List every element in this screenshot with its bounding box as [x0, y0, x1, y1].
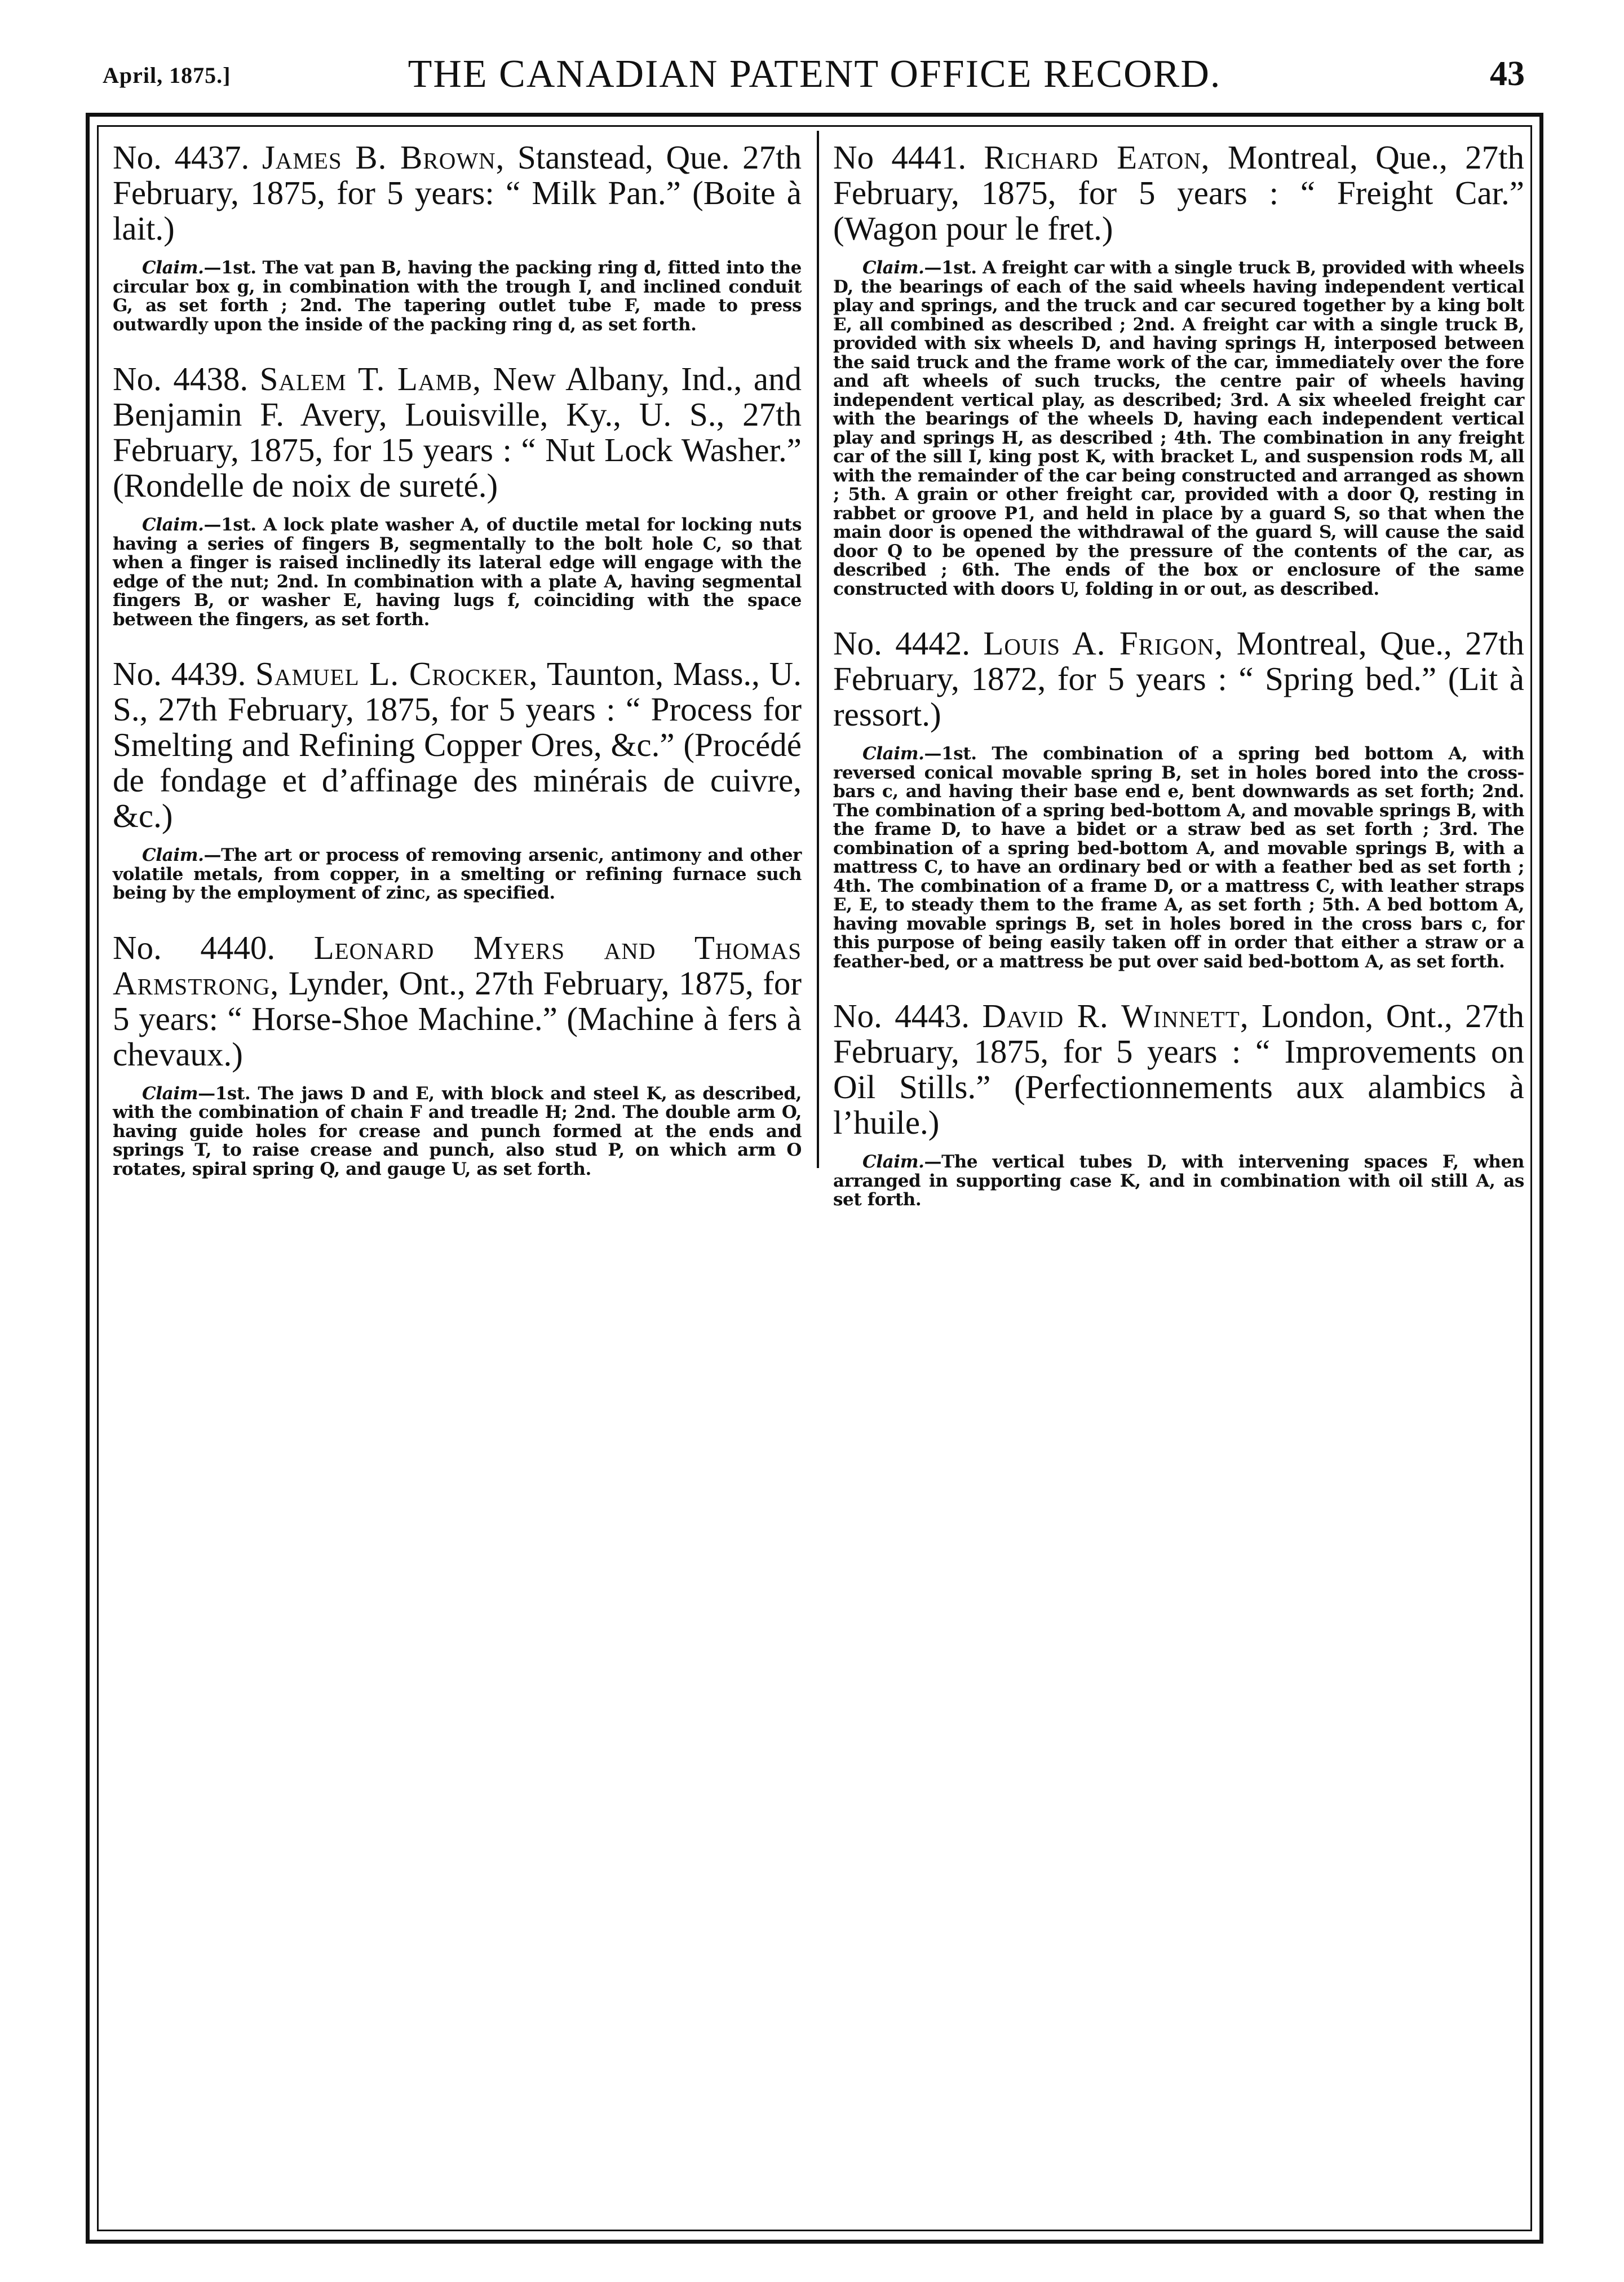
claim-text: —1st. The jaws D and E, with block and steel K, as described, with the combination of chain F and treadle H; 2nd. The double arm O, having guide holes for crease and punch formed at the ends and springs T, to raise crease and punch, also stud P, on which arm O rotates, spiral spring Q, and gauge U, as set forth.	[113, 1083, 802, 1179]
inventor-name: James B. Brown,	[262, 139, 505, 176]
patent-details: Taunton, Mass., U. S., 27th February, 1875, for 5 years : “ Process for Smelting and Refining Copper Ores, &c.” (Procédé de fondage et d’affinage des minérais de cuivre, &c.)	[113, 655, 802, 834]
claim-text: —1st. A freight car with a single truck B, provided with wheels D, the bearings of each of the said wheels having independent vertical play and springs, and the truck and car secured together by a king bolt E, all combined as described ; 2nd. A freight car with a single truck B, provided with six wheels D, and having springs H, interposed between the said truck and the frame work of the car, immediately over the fore and aft wheels of such trucks, the centre pair of wheels having independent vertical play, as described; 3rd. A six wheeled freight car with the bearings of the wheels D, having each independent vertical play and springs H, as described ; 4th. The combination in any freight car of the sill I, king post K, with bracket L, and suspension rods M, all with the remainder of the car being constructed and arranged as shown ; 5th. A grain or other freight car, provided with a door Q, resting in rabbet or groove P1, and held in place by a guard S, so that when the main door is opened the withdrawal of the guard S, will cause the said door Q to be opened by the pressure of the contents of the car, as described ; 6th. The ends of the box or enclosure of the same constructed with doors U, folding in or out, as described.	[833, 258, 1524, 599]
claim-label: Claim.	[142, 515, 204, 535]
patent-heading	[113, 656, 802, 834]
inventor-name: Samuel L. Crocker,	[255, 655, 538, 692]
patent-heading	[833, 626, 1524, 732]
claim-label: Claim.	[862, 744, 924, 764]
patent-details: Montreal, Que., 27th February, 1872, for 5 years : “ Spring bed.” (Lit à ressort.)	[833, 625, 1525, 733]
patent-heading	[113, 930, 802, 1072]
page-number: 43	[1490, 55, 1525, 93]
patent-number: No. 4439.	[113, 655, 246, 692]
patent-details: New Albany, Ind., and Benjamin F. Avery, Louisville, Ky., U. S., 27th February, 1875, for 15 years : “ Nut Lock Washer.” (Rondelle de noix de sureté.)	[113, 360, 802, 504]
patent-heading	[113, 140, 802, 246]
patent-details: London, Ont., 27th February, 1875, for 5 years : “ Improvements on Oil Stills.” (Perfectionnements aux alambics à l’huile.)	[833, 997, 1525, 1141]
patent-heading	[833, 998, 1524, 1140]
claim-text: —1st. The combination of a spring bed bottom A, with reversed conical movable spring B, set in holes bored into the cross-bars c, and having their base end e, bent downwards as set forth; 2nd. The combination of a spring bed-bottom A, and movable springs B, with the frame D, to have a bidet or a straw bed as set forth ; 3rd. The combination of a spring bed-bottom A, and movable springs B, with a mattress C, to have an ordinary bed or with a feather bed as set forth ; 4th. The combination of a frame D, or a mattress C, with leather straps E, E, to steady them to the frame A, as set forth ; 5th. A bed bottom A, having movable springs B, set in holes bored in the cross bars c, for this purpose of being easily taken off in order that either a straw or a feather-bed, or a mattress be put over said bed-bottom A, as set forth.	[833, 744, 1524, 972]
patent-number: No 4441.	[833, 139, 967, 176]
patent-number: No. 4443.	[833, 997, 970, 1034]
claim-label: Claim	[142, 1083, 198, 1104]
claim-text: —The art or process of removing arsenic, antimony and other volatile metals, from copper, in a smelting or refining furnace such being by the employment of zinc, as specified.	[113, 845, 802, 903]
patent-number: No. 4440.	[113, 928, 276, 966]
patent-details: Lynder, Ont., 27th February, 1875, for 5 years: “ Horse-Shoe Machine.” (Machine à fers à chevaux.)	[113, 964, 802, 1073]
inventor-name: Leonard Myers and Thomas Armstrong,	[113, 928, 802, 1002]
patent-entry-4440	[113, 930, 802, 1179]
claim-label: Claim.	[142, 845, 204, 865]
patent-heading	[833, 140, 1524, 246]
patent-claim	[113, 846, 802, 903]
issue-date: April, 1875.]	[103, 63, 231, 88]
running-head	[85, 52, 1545, 103]
patent-entry-4439	[113, 656, 802, 903]
patent-claim	[833, 745, 1524, 971]
claim-label: Claim.	[862, 258, 924, 278]
patent-entry-4441	[833, 140, 1524, 599]
patent-number: No. 4437.	[113, 139, 250, 176]
patent-details: Stanstead, Que. 27th February, 1875, for 5 years: “ Milk Pan.” (Boite à lait.)	[113, 139, 802, 247]
patent-claim	[833, 1153, 1524, 1210]
patent-number: No. 4442.	[833, 625, 970, 662]
patent-number: No. 4438.	[113, 360, 249, 397]
claim-text: —The vertical tubes D, with intervening spaces F, when arranged in supporting case K, and in combination with oil still A, as set forth.	[833, 1152, 1524, 1210]
publication-title: THE CANADIAN PATENT OFFICE RECORD.	[408, 52, 1222, 96]
patent-entry-4442	[833, 626, 1524, 971]
column-divider	[817, 131, 819, 1168]
left-column	[113, 140, 802, 1206]
patent-claim	[113, 1085, 802, 1179]
patent-entry-4438	[113, 361, 802, 629]
patent-claim	[113, 516, 802, 629]
inventor-name: Richard Eaton,	[984, 139, 1210, 176]
inventor-name: David R. Winnett,	[982, 997, 1249, 1034]
patent-claim	[833, 259, 1524, 599]
claim-label: Claim.	[142, 258, 204, 278]
patent-entry-4443	[833, 998, 1524, 1210]
claim-text: —1st. A lock plate washer A, of ductile metal for locking nuts having a series of fingers B, segmentally to the bolt hole C, so that when a finger is raised inclinedly its lateral edge will engage with the edge of the nut; 2nd. In combination with a plate A, having segmental fingers B, or washer E, having lugs f, coinciding with the space between the fingers, as set forth.	[113, 515, 802, 630]
right-column	[833, 140, 1524, 1237]
patent-entry-4437	[113, 140, 802, 334]
claim-label: Claim.	[862, 1152, 924, 1172]
patent-details: Montreal, Que., 27th February, 1875, for 5 years : “ Freight Car.” (Wagon pour le fret.)	[833, 139, 1525, 247]
claim-text: —1st. The vat pan B, having the packing ring d, fitted into the circular box g, in combination with the trough I, and inclined conduit G, as set forth ; 2nd. The tapering outlet tube F, made to press outwardly upon the inside of the packing ring d, as set forth.	[113, 258, 802, 335]
patent-claim	[113, 259, 802, 334]
patent-heading	[113, 361, 802, 503]
inventor-name: Louis A. Frigon,	[983, 625, 1224, 662]
inventor-name: Salem T. Lamb,	[259, 360, 482, 397]
